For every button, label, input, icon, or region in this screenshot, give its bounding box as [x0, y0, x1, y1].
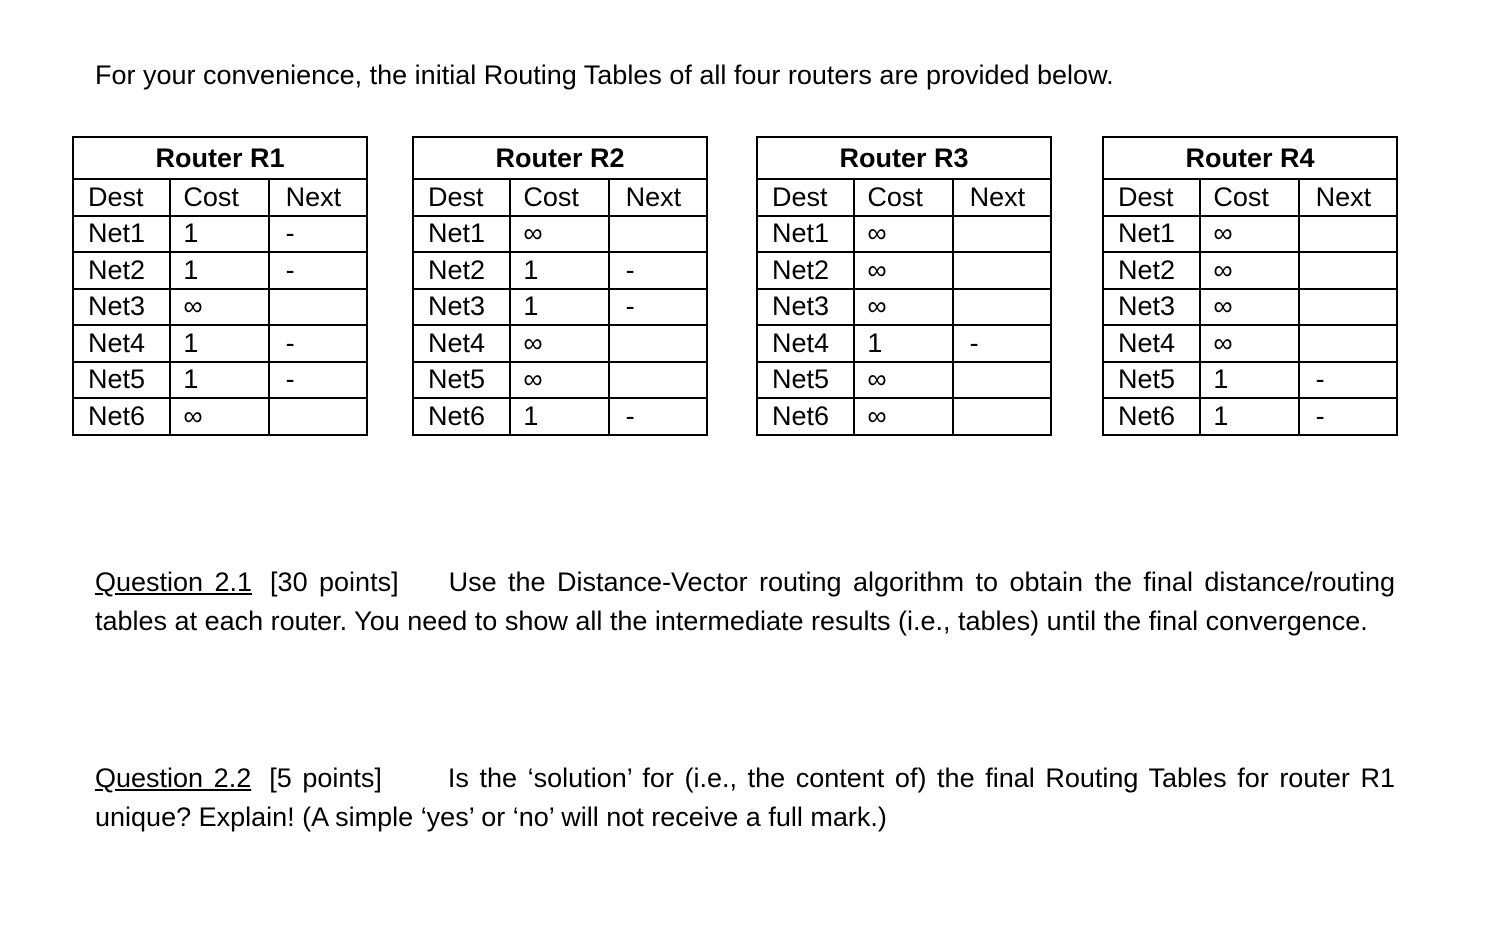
cell-cost: ∞	[1200, 252, 1298, 289]
table-row	[413, 398, 707, 435]
cell-next	[1299, 289, 1397, 326]
cell-next	[953, 289, 1051, 326]
routing-table-r4	[1102, 136, 1398, 436]
cell-dest: Net2	[73, 252, 170, 289]
header-dest: Dest	[1103, 179, 1200, 216]
table-row	[757, 325, 1051, 362]
cell-cost: ∞	[510, 362, 608, 399]
header-cost: Cost	[854, 179, 952, 216]
cell-cost: 1	[170, 216, 268, 253]
header-dest: Dest	[413, 179, 510, 216]
cell-dest: Net1	[73, 216, 170, 253]
question-2-1	[95, 563, 1395, 641]
table-title: Router R4	[1103, 137, 1397, 179]
routing-table-r3	[756, 136, 1052, 436]
cell-dest: Net1	[1103, 216, 1200, 253]
header-next: Next	[1299, 179, 1397, 216]
cell-next: -	[609, 398, 707, 435]
cell-dest: Net5	[757, 362, 854, 399]
cell-cost: ∞	[854, 289, 952, 326]
cell-next	[269, 398, 367, 435]
cell-dest: Net6	[1103, 398, 1200, 435]
cell-dest: Net5	[1103, 362, 1200, 399]
cell-next	[1299, 252, 1397, 289]
table-row	[757, 398, 1051, 435]
cell-next	[609, 216, 707, 253]
question-points: [5 points]	[269, 763, 382, 793]
cell-next	[1299, 216, 1397, 253]
cell-cost: ∞	[1200, 216, 1298, 253]
cell-dest: Net4	[1103, 325, 1200, 362]
cell-cost: ∞	[170, 289, 268, 326]
cell-cost: ∞	[854, 216, 952, 253]
cell-next	[609, 325, 707, 362]
cell-cost: ∞	[1200, 289, 1298, 326]
question-2-2	[95, 759, 1395, 837]
cell-dest: Net4	[413, 325, 510, 362]
cell-cost: 1	[170, 362, 268, 399]
table-row	[757, 362, 1051, 399]
table-row	[1103, 252, 1397, 289]
cell-dest: Net1	[757, 216, 854, 253]
cell-cost: ∞	[510, 325, 608, 362]
cell-cost: 1	[510, 252, 608, 289]
table-row	[1103, 216, 1397, 253]
table-header-row	[73, 179, 367, 216]
cell-next: -	[269, 325, 367, 362]
cell-dest: Net5	[413, 362, 510, 399]
table-row	[413, 216, 707, 253]
table-title: Router R3	[757, 137, 1051, 179]
cell-dest: Net2	[757, 252, 854, 289]
intro-text: For your convenience, the initial Routing Tables of all four routers are provided below.	[95, 60, 1114, 90]
header-next: Next	[269, 179, 367, 216]
header-dest: Dest	[73, 179, 170, 216]
table-title: Router R1	[73, 137, 367, 179]
cell-dest: Net6	[757, 398, 854, 435]
cell-next	[269, 289, 367, 326]
table-row	[413, 252, 707, 289]
cell-cost: ∞	[170, 398, 268, 435]
cell-cost: 1	[1200, 398, 1298, 435]
header-dest: Dest	[757, 179, 854, 216]
question-label: Question 2.1	[95, 567, 253, 597]
cell-cost: ∞	[1200, 325, 1298, 362]
cell-cost: ∞	[510, 216, 608, 253]
table-row	[1103, 398, 1397, 435]
table-row	[1103, 362, 1397, 399]
cell-next	[953, 362, 1051, 399]
table-row	[413, 325, 707, 362]
cell-cost: ∞	[854, 362, 952, 399]
cell-next: -	[953, 325, 1051, 362]
cell-dest: Net1	[413, 216, 510, 253]
cell-next	[953, 398, 1051, 435]
cell-next: -	[269, 216, 367, 253]
cell-dest: Net2	[1103, 252, 1200, 289]
question-points: [30 points]	[270, 567, 399, 597]
cell-next	[609, 362, 707, 399]
header-cost: Cost	[1200, 179, 1298, 216]
cell-cost: 1	[1200, 362, 1298, 399]
question-text: Use the Distance-Vector routing algorithm to obtain the final distance/routing tables at each router. You need to show all the intermediate results (i.e., tables) until the final convergence.	[95, 567, 1396, 636]
cell-dest: Net4	[757, 325, 854, 362]
cell-dest: Net3	[413, 289, 510, 326]
table-row	[73, 289, 367, 326]
cell-cost: 1	[510, 289, 608, 326]
table-row	[757, 252, 1051, 289]
table-header-row	[1103, 179, 1397, 216]
table-row	[73, 398, 367, 435]
cell-next	[953, 216, 1051, 253]
table-row	[1103, 289, 1397, 326]
cell-next: -	[269, 362, 367, 399]
cell-next: -	[609, 289, 707, 326]
table-header-row	[413, 179, 707, 216]
table-row	[757, 216, 1051, 253]
table-title: Router R2	[413, 137, 707, 179]
cell-dest: Net2	[413, 252, 510, 289]
cell-next: -	[269, 252, 367, 289]
table-row	[73, 252, 367, 289]
table-row	[757, 289, 1051, 326]
cell-dest: Net4	[73, 325, 170, 362]
cell-cost: 1	[170, 325, 268, 362]
cell-dest: Net6	[73, 398, 170, 435]
table-row	[413, 362, 707, 399]
routing-table-r1	[72, 136, 368, 436]
table-header-row	[757, 179, 1051, 216]
cell-dest: Net3	[1103, 289, 1200, 326]
cell-cost: ∞	[854, 252, 952, 289]
routing-table-r2	[412, 136, 708, 436]
question-text: Is the ‘solution’ for (i.e., the content of) the final Routing Tables for router R1 unique? Explain! (A simple ‘yes’ or ‘no’ will not receive a full mark.)	[95, 763, 1395, 832]
cell-dest: Net3	[757, 289, 854, 326]
cell-cost: ∞	[854, 398, 952, 435]
header-cost: Cost	[510, 179, 608, 216]
cell-cost: 1	[510, 398, 608, 435]
question-label: Question 2.2	[95, 763, 252, 793]
cell-next	[953, 252, 1051, 289]
table-row	[73, 325, 367, 362]
header-next: Next	[609, 179, 707, 216]
cell-dest: Net3	[73, 289, 170, 326]
header-next: Next	[953, 179, 1051, 216]
cell-next: -	[1299, 362, 1397, 399]
cell-dest: Net6	[413, 398, 510, 435]
cell-next	[1299, 325, 1397, 362]
header-cost: Cost	[170, 179, 268, 216]
cell-cost: 1	[854, 325, 952, 362]
table-row	[73, 216, 367, 253]
cell-cost: 1	[170, 252, 268, 289]
table-row	[413, 289, 707, 326]
cell-dest: Net5	[73, 362, 170, 399]
table-row	[73, 362, 367, 399]
cell-next: -	[1299, 398, 1397, 435]
cell-next: -	[609, 252, 707, 289]
table-row	[1103, 325, 1397, 362]
